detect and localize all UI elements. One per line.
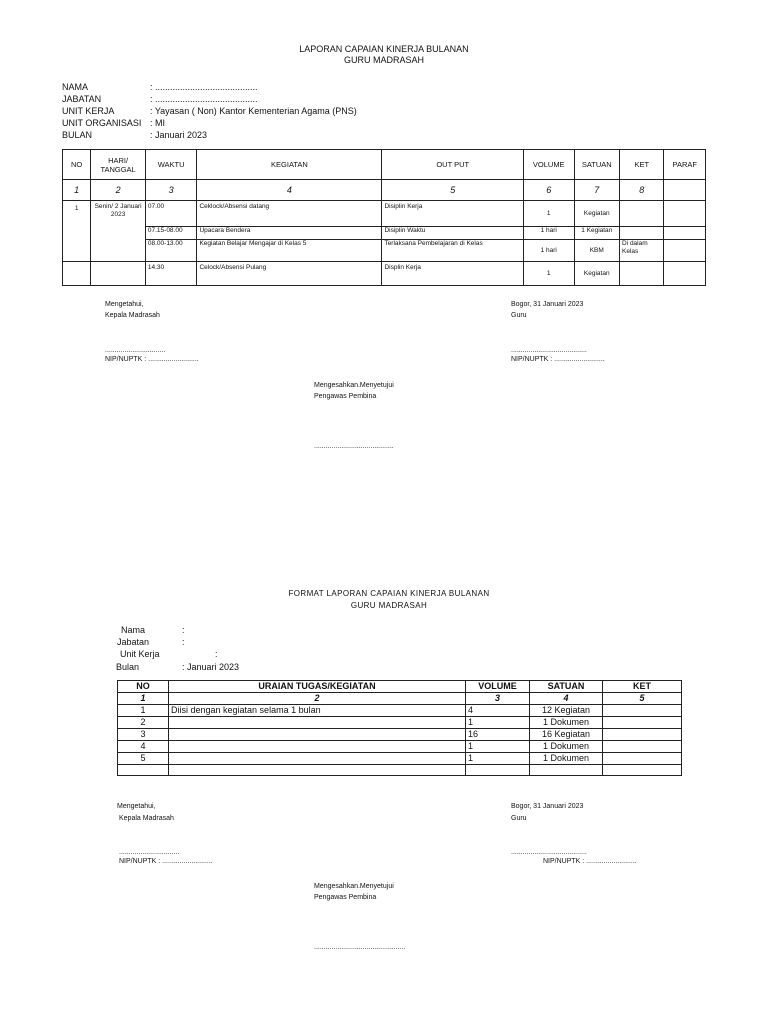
row-no: 2 bbox=[118, 717, 169, 729]
sign-center-dots: ......................................... bbox=[314, 443, 394, 450]
sign-left-line2: Kepala Madrasah bbox=[119, 815, 174, 822]
row-kegiatan: Celock/Absensi Pulang bbox=[197, 262, 382, 286]
row-output: Displin Kerja bbox=[382, 262, 524, 286]
col-number: 4 bbox=[530, 693, 603, 705]
col-number: 1 bbox=[63, 180, 91, 201]
row-output: Terlaksana Pembelajaran di Kelas bbox=[382, 240, 524, 262]
row-no: 5 bbox=[118, 753, 169, 765]
row-volume: 1 hari bbox=[523, 240, 574, 262]
sign-right-line1: Bogor, 31 Januari 2023 bbox=[511, 301, 584, 308]
row-volume: 1 bbox=[466, 753, 530, 765]
row-ket bbox=[620, 201, 664, 227]
row-kegiatan: Upacara Bendera bbox=[197, 227, 382, 240]
row-satuan: 16 Kegiatan bbox=[530, 729, 603, 741]
row-waktu: 07.00 bbox=[145, 201, 197, 227]
table-row bbox=[118, 705, 682, 717]
row-volume: 4 bbox=[466, 705, 530, 717]
field-label-nama: NAMA bbox=[62, 82, 89, 92]
sign-left-dots: ............................... bbox=[119, 849, 180, 856]
row-uraian: Diisi dengan kegiatan selama 1 bulan bbox=[169, 705, 466, 717]
format-title bbox=[234, 588, 544, 612]
sign-center-line2: Pengawas Pembina bbox=[314, 894, 377, 901]
row-satuan bbox=[530, 765, 603, 776]
row-ket bbox=[620, 227, 664, 240]
header-uraian: URAIAN TUGAS/KEGIATAN bbox=[169, 681, 466, 693]
row-uraian bbox=[169, 753, 466, 765]
row-satuan: 1 Dokumen bbox=[530, 753, 603, 765]
field-value-unit-kerja: : Yayasan ( Non) Kantor Kementerian Agama (PNS) bbox=[150, 106, 357, 116]
row-uraian bbox=[169, 717, 466, 729]
sign-left-dots: ............................... bbox=[105, 347, 166, 354]
row-satuan: 12 Kegiatan bbox=[530, 705, 603, 717]
row-volume bbox=[466, 765, 530, 776]
row-no: 1 bbox=[63, 201, 91, 262]
format-title-line2: GURU MADRASAH bbox=[350, 601, 428, 610]
table-row bbox=[118, 717, 682, 729]
sign-left-line2: Kepala Madrasah bbox=[105, 312, 160, 319]
table-row bbox=[118, 753, 682, 765]
row-paraf bbox=[664, 201, 706, 227]
row-paraf bbox=[664, 262, 706, 286]
activity-table bbox=[62, 149, 706, 286]
col-number: 2 bbox=[169, 693, 466, 705]
row-satuan: 1 Dokumen bbox=[530, 741, 603, 753]
report-title-line1: LAPORAN CAPAIAN KINERJA BULANAN bbox=[299, 44, 469, 54]
row-satuan: 1 Dokumen bbox=[530, 717, 603, 729]
row-satuan: Kegiatan bbox=[574, 201, 619, 227]
col-number: 3 bbox=[466, 693, 530, 705]
header-no: NO bbox=[63, 150, 91, 180]
row-no: 4 bbox=[118, 741, 169, 753]
header-satuan: SATUAN bbox=[574, 150, 619, 180]
field-value-bulan: : Januari 2023 bbox=[150, 130, 208, 140]
row-volume: 1 bbox=[523, 262, 574, 286]
sign-right-line2: Guru bbox=[511, 815, 527, 822]
header-paraf: PARAF bbox=[664, 150, 706, 180]
table-row bbox=[118, 741, 682, 753]
row-no: 3 bbox=[118, 729, 169, 741]
sign-center-line2: Pengawas Pembina bbox=[314, 393, 377, 400]
row-paraf bbox=[664, 240, 706, 262]
field-value-unit-kerja: : bbox=[215, 649, 218, 659]
col-number: 7 bbox=[574, 180, 619, 201]
table-row bbox=[118, 729, 682, 741]
row-ket bbox=[603, 705, 682, 717]
row-volume: 1 bbox=[466, 741, 530, 753]
table-row bbox=[63, 227, 706, 240]
row-kegiatan: Ceklock/Absensi datang bbox=[197, 201, 382, 227]
header-volume: VOLUME bbox=[466, 681, 530, 693]
row-ket bbox=[620, 262, 664, 286]
sign-center-dots: ............................................... bbox=[314, 944, 406, 951]
col-number: 3 bbox=[145, 180, 197, 201]
row-waktu: 07.15-08.00 bbox=[145, 227, 197, 240]
sign-left-line1: Mengetahui, bbox=[105, 301, 144, 308]
row-volume: 16 bbox=[466, 729, 530, 741]
col-number: 2 bbox=[91, 180, 146, 201]
col-number: 6 bbox=[523, 180, 574, 201]
table-row bbox=[63, 201, 706, 227]
report-title bbox=[234, 44, 534, 66]
row-waktu: 14.30 bbox=[145, 262, 197, 286]
row-output: Disiplin Kerja bbox=[382, 201, 524, 227]
row-hari-tanggal: Senin/ 2 Januari 2023 bbox=[91, 201, 146, 262]
field-label-bulan: BULAN bbox=[62, 130, 93, 140]
header-hari-tanggal: HARI/ TANGGAL bbox=[91, 150, 146, 180]
header-volume: VOLUME bbox=[523, 150, 574, 180]
header-satuan: SATUAN bbox=[530, 681, 603, 693]
row-volume: 1 hari bbox=[523, 227, 574, 240]
header-output: OUT PUT bbox=[382, 150, 524, 180]
report-title-line2: GURU MADRASAH bbox=[343, 55, 424, 65]
col-number: 4 bbox=[197, 180, 382, 201]
row-uraian bbox=[169, 765, 466, 776]
sign-left-nip: NIP/NUPTK : .......................... bbox=[119, 858, 213, 865]
row-ket bbox=[603, 729, 682, 741]
sign-right-nip: NIP/NUPTK : .......................... bbox=[511, 356, 605, 363]
header-ket: KET bbox=[620, 150, 664, 180]
sign-center-line1: Mengesahkan.Menyetujui bbox=[314, 883, 394, 890]
field-label-jabatan: Jabatan bbox=[117, 637, 150, 647]
row-satuan: 1 Kegiatan bbox=[574, 227, 619, 240]
header-waktu: WAKTU bbox=[145, 150, 197, 180]
row-ket bbox=[603, 741, 682, 753]
header-no: NO bbox=[118, 681, 169, 693]
row-volume: 1 bbox=[523, 201, 574, 227]
row-ket bbox=[603, 717, 682, 729]
field-value-jabatan: : bbox=[182, 637, 185, 647]
sign-left-line1: Mengetahui, bbox=[117, 803, 156, 810]
task-table bbox=[117, 680, 682, 776]
sign-center-line1: Mengesahkan.Menyetujui bbox=[314, 382, 394, 389]
sign-right-nip: NIP/NUPTK : .......................... bbox=[543, 858, 637, 865]
row-no: 1 bbox=[118, 705, 169, 717]
row-ket: Di dalam Kelas bbox=[620, 240, 664, 262]
field-label-bulan: Bulan bbox=[116, 662, 140, 672]
field-label-unit-organisasi: UNIT ORGANISASI bbox=[62, 118, 142, 128]
row-no bbox=[63, 262, 91, 286]
sign-right-dots: ....................................... bbox=[511, 347, 587, 354]
row-uraian bbox=[169, 729, 466, 741]
table-row bbox=[63, 262, 706, 286]
row-ket bbox=[603, 765, 682, 776]
field-label-unit-kerja: Unit Kerja bbox=[120, 649, 160, 659]
table-row bbox=[118, 765, 682, 776]
format-title-line1: FORMAT LAPORAN CAPAIAN KINERJA BULANAN bbox=[288, 589, 490, 598]
row-ket bbox=[603, 753, 682, 765]
header-kegiatan: KEGIATAN bbox=[197, 150, 382, 180]
field-value-bulan: : Januari 2023 bbox=[182, 662, 240, 672]
col-number: 5 bbox=[603, 693, 682, 705]
row-hari-tanggal bbox=[91, 262, 146, 286]
field-value-nama: : ......................................... bbox=[150, 82, 258, 92]
sign-right-line2: Guru bbox=[511, 312, 527, 319]
row-no bbox=[118, 765, 169, 776]
col-number: 5 bbox=[382, 180, 524, 201]
row-waktu: 08.00-13.00 bbox=[145, 240, 197, 262]
row-satuan: KBM bbox=[574, 240, 619, 262]
field-value-nama: : bbox=[182, 625, 185, 635]
sign-right-line1: Bogor, 31 Januari 2023 bbox=[511, 803, 584, 810]
field-value-jabatan: : ......................................... bbox=[150, 94, 258, 104]
row-satuan: Kegiatan bbox=[574, 262, 619, 286]
sign-right-dots: ....................................... bbox=[511, 849, 587, 856]
col-number: 1 bbox=[118, 693, 169, 705]
row-kegiatan: Kegiatan Belajar Mengajar di Kelas 5 bbox=[197, 240, 382, 262]
row-paraf bbox=[664, 227, 706, 240]
field-label-nama: Nama bbox=[121, 625, 146, 635]
field-label-jabatan: JABATAN bbox=[62, 94, 102, 104]
row-output: Disiplin Waktu bbox=[382, 227, 524, 240]
table-row bbox=[63, 240, 706, 262]
sign-left-nip: NIP/NUPTK : .......................... bbox=[105, 356, 199, 363]
row-volume: 1 bbox=[466, 717, 530, 729]
row-uraian bbox=[169, 741, 466, 753]
header-ket: KET bbox=[603, 681, 682, 693]
col-number: 8 bbox=[620, 180, 664, 201]
field-value-unit-organisasi: : MI bbox=[150, 118, 165, 128]
col-number bbox=[664, 180, 706, 201]
field-label-unit-kerja: UNIT KERJA bbox=[62, 106, 115, 116]
